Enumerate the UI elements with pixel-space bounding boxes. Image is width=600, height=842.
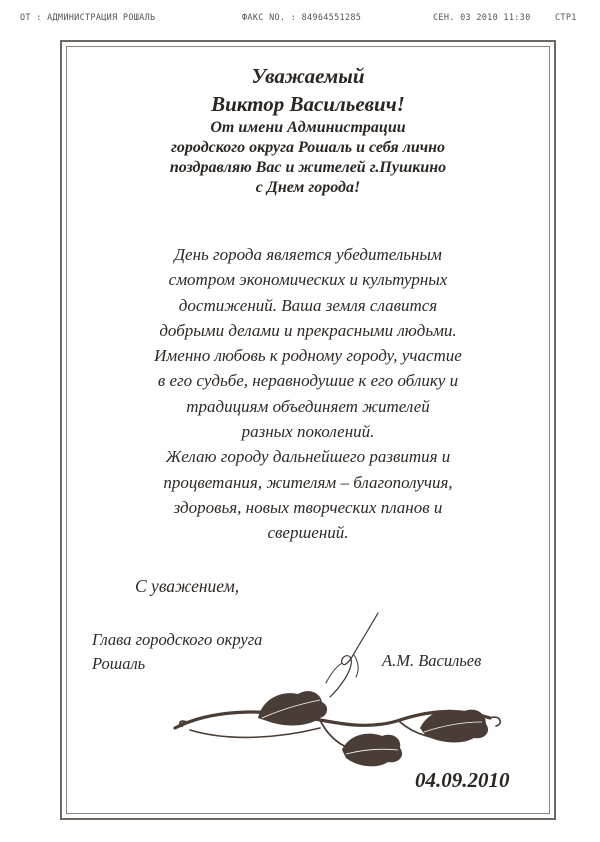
fax-header <box>0 13 600 27</box>
letter-body <box>80 242 536 546</box>
body-line: достижений. Ваша земля славится <box>178 295 438 315</box>
body-line: процветания, жителям – благополучия, <box>163 472 453 492</box>
signer-position <box>92 628 262 676</box>
body-line: традициям объединяет жителей <box>186 396 430 416</box>
greeting-salutation: Уважаемый <box>251 64 365 88</box>
letter-date: 04.09.2010 <box>415 768 510 792</box>
body-line: смотром экономических и культурных <box>168 270 448 290</box>
body-line: свершений. <box>267 523 349 543</box>
body-line: Именно любовь к родному городу, участие <box>154 346 462 366</box>
signer-position-line: Глава городского округа <box>92 630 263 649</box>
fax-number: ФАКС NO. : 84964551285 <box>242 13 362 23</box>
greeting-addressee: Виктор Васильевич! <box>211 92 405 116</box>
body-line: День города является убедительным <box>174 245 442 264</box>
body-line: разных поколений. <box>241 422 375 442</box>
body-line: добрыми делами и прекрасными людьми. <box>159 320 457 340</box>
fax-datetime: СЕН. 03 2010 11:30 <box>433 13 531 23</box>
greeting-line: поздравляю Вас и жителей г.Пушкино <box>169 159 447 176</box>
fax-sender: ОТ : АДМИНИСТРАЦИЯ РОШАЛЬ <box>20 13 156 23</box>
signer-position-line: Рошаль <box>92 654 146 673</box>
fax-page-number: СТР1 <box>555 13 577 23</box>
body-line: в его судьбе, неравнодушие к его облику и <box>157 371 459 391</box>
greeting-block <box>70 62 546 198</box>
greeting-line: От имени Администрации <box>210 119 406 136</box>
body-line: здоровья, новых творческих планов и <box>173 497 443 517</box>
greeting-line: с Днем города! <box>255 179 361 196</box>
body-line: Желаю городу дальнейшего развития и <box>165 447 451 467</box>
greeting-line: городского округа Рошаль и себя лично <box>171 139 445 156</box>
leaf-ornament <box>170 680 520 780</box>
signer-name: А.М. Васильев <box>382 651 482 670</box>
closing-regards: С уважением, <box>135 576 240 596</box>
